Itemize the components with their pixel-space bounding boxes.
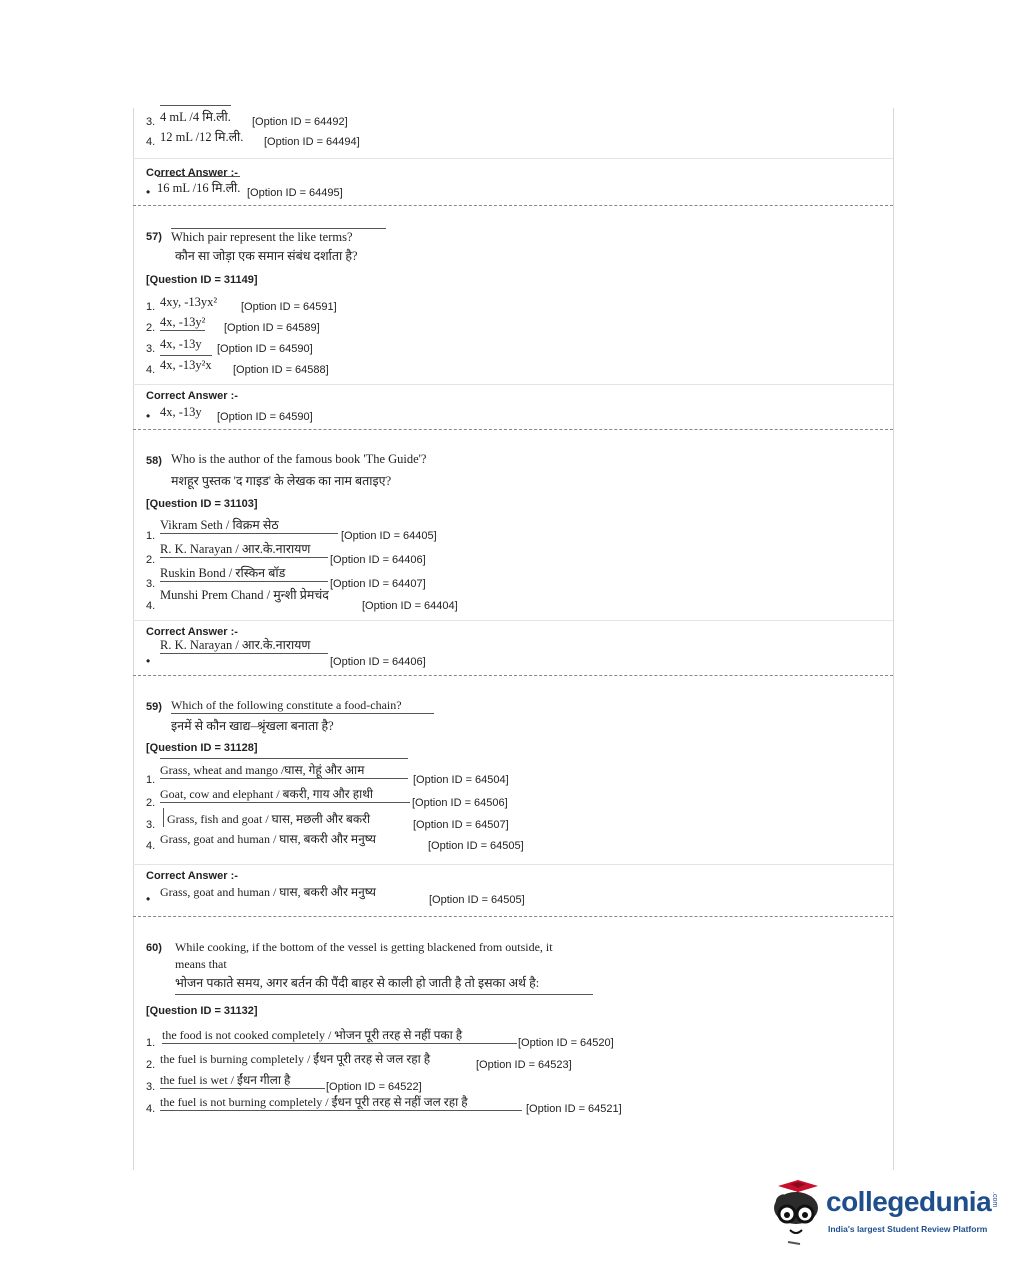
option-text: Vikram Seth / विक्रम सेठ <box>160 514 338 534</box>
option-number: 4. <box>146 600 156 612</box>
question-id: [Question ID = 31128] <box>146 742 258 754</box>
question-text-hi: भोजन पकाते समय, अगर बर्तन की पैंदी बाहर से काली हो जाती है तो इसका अर्थ है: <box>175 974 593 995</box>
question-text-hi: इनमें से कौन खाद्य–श्रृंखला बनाता है? <box>171 719 334 733</box>
correct-answer-text: 16 mL /16 मि.ली. <box>157 176 240 196</box>
option-id: [Option ID = 64520] <box>518 1037 614 1049</box>
option-row <box>133 1049 893 1071</box>
option-number: 1. <box>146 301 156 313</box>
option-number: 2. <box>146 554 156 566</box>
correct-answer-label: Correct Answer :- <box>146 390 238 402</box>
question-text-en-continued: means that <box>175 957 227 971</box>
option-number: 4. <box>146 136 156 148</box>
option-text: the fuel is not burning completely / ईंधन पूरी तरह से नहीं जल रहा है <box>160 1091 522 1111</box>
options-list <box>133 518 893 612</box>
option-number: 1. <box>146 530 156 542</box>
options-list <box>133 764 893 852</box>
option-id: [Option ID = 64504] <box>413 774 509 786</box>
option-id: [Option ID = 64590] <box>217 411 313 423</box>
option-row <box>133 128 893 148</box>
question-text-en: Which of the following constitute a food-chain? <box>171 698 434 714</box>
option-row <box>133 1071 893 1093</box>
question-id: [Question ID = 31103] <box>146 498 258 510</box>
option-row <box>133 1093 893 1115</box>
option-text: Ruskin Bond / रस्किन बॉड <box>160 562 328 582</box>
option-number: 2. <box>146 1059 156 1071</box>
option-text: R. K. Narayan / आर.के.नारायण <box>160 538 328 558</box>
option-id: [Option ID = 64590] <box>217 343 313 355</box>
bullet: • <box>146 185 151 199</box>
option-number: 1. <box>146 1037 156 1049</box>
correct-answer-row <box>133 402 893 423</box>
question-id: [Question ID = 31149] <box>146 274 258 286</box>
option-row <box>133 108 893 128</box>
correct-answer-row <box>133 179 893 199</box>
bullet: • <box>146 654 151 668</box>
option-text: 4x, -13y²x <box>160 355 212 373</box>
correct-answer-label: Correct Answer :- <box>146 167 238 179</box>
option-id: [Option ID = 64495] <box>247 187 343 199</box>
option-id: [Option ID = 64404] <box>362 600 458 612</box>
option-number: 4. <box>146 364 156 376</box>
option-text: Grass, goat and human / घास, बकरी और मनुष्य <box>160 832 376 846</box>
options-list <box>133 292 893 376</box>
option-id: [Option ID = 64522] <box>326 1081 422 1093</box>
correct-answer-text: 4x, -13y <box>160 405 202 419</box>
option-number: 3. <box>146 819 156 831</box>
option-text: Goat, cow and elephant / बकरी, गाय और हाथी <box>160 783 410 803</box>
option-number: 1. <box>146 774 156 786</box>
question-paper-page <box>133 108 893 1115</box>
option-row <box>133 292 893 313</box>
option-text: 4 mL /4 मि.ली. <box>160 105 231 125</box>
option-text: Munshi Prem Chand / मुन्शी प्रेमचंद <box>160 588 329 602</box>
option-id: [Option ID = 64523] <box>476 1059 572 1071</box>
question-text-hi: कौन सा जोड़ा एक समान संबंध दर्शाता है? <box>175 249 358 263</box>
option-text: the fuel is burning completely / ईंधन पूरी तरह से जल रहा है <box>160 1052 431 1066</box>
option-text: the food is not cooked completely / भोजन पूरी तरह से नहीं पका है <box>162 1024 517 1044</box>
option-text: the fuel is wet / ईंधन गीला है <box>160 1069 325 1089</box>
bullet: • <box>146 892 151 906</box>
option-number: 4. <box>146 840 156 852</box>
logo-tagline: India's largest Student Review Platform <box>828 1224 988 1234</box>
question-text-en: Which pair represent the like terms? <box>171 228 386 245</box>
options-list <box>133 1027 893 1115</box>
prev-question-options <box>133 108 893 148</box>
option-number: 3. <box>146 343 156 355</box>
question-text-hi: मशहूर पुस्तक 'द गाइड' के लेखक का नाम बताइए? <box>171 474 392 488</box>
option-row <box>133 786 893 809</box>
option-row <box>133 1027 893 1049</box>
bullet: • <box>146 409 151 423</box>
option-id: [Option ID = 64406] <box>330 554 426 566</box>
question-number: 60) <box>146 942 162 954</box>
option-row <box>133 590 893 612</box>
question-58 <box>133 452 893 492</box>
option-row <box>133 334 893 355</box>
collegedunia-logo <box>768 1178 999 1248</box>
mascot-icon <box>768 1178 824 1248</box>
option-row <box>133 313 893 334</box>
option-text: 4x, -13y <box>160 337 202 351</box>
question-number: 59) <box>146 701 162 713</box>
option-id: [Option ID = 64494] <box>264 136 360 148</box>
option-number: 2. <box>146 797 156 809</box>
option-number: 3. <box>146 1081 156 1093</box>
option-id: [Option ID = 64506] <box>412 797 508 809</box>
option-text: 4x, -13y² <box>160 315 206 329</box>
correct-answer-label: Correct Answer :- <box>146 626 238 638</box>
option-text: 4xy, -13yx² <box>160 295 218 309</box>
option-number: 2. <box>146 322 156 334</box>
option-row <box>133 831 893 852</box>
correct-answer-row <box>133 882 893 906</box>
correct-answer-label: Correct Answer :- <box>146 870 238 882</box>
page-border-right <box>893 108 894 1170</box>
question-60 <box>133 939 893 995</box>
option-id: [Option ID = 64521] <box>526 1103 622 1115</box>
option-text: Grass, wheat and mango /घास, गेहूं और आम <box>160 758 408 779</box>
option-id: [Option ID = 64588] <box>233 364 329 376</box>
question-text-en: Who is the author of the famous book 'The Guide'? <box>171 452 427 466</box>
correct-answer-row <box>133 638 893 668</box>
option-number: 4. <box>146 1103 156 1115</box>
option-id: [Option ID = 64406] <box>330 656 426 668</box>
correct-answer-text: Grass, goat and human / घास, बकरी और मनुष्य <box>160 885 376 899</box>
question-57 <box>133 228 893 268</box>
option-id: [Option ID = 64405] <box>341 530 437 542</box>
option-row <box>133 355 893 376</box>
option-number: 3. <box>146 578 156 590</box>
option-id: [Option ID = 64591] <box>241 301 337 313</box>
option-id: [Option ID = 64507] <box>413 819 509 831</box>
option-id: [Option ID = 64589] <box>224 322 320 334</box>
option-id: [Option ID = 64492] <box>252 116 348 128</box>
logo-wordmark: collegedunia <box>826 1186 992 1217</box>
correct-answer-text: R. K. Narayan / आर.के.नारायण <box>160 634 328 654</box>
option-number: 3. <box>146 116 156 128</box>
option-id: [Option ID = 64407] <box>330 578 426 590</box>
logo-suffix: .com <box>991 1192 999 1208</box>
question-59 <box>133 698 893 736</box>
option-text: Grass, fish and goat / घास, मछली और बकरी <box>163 808 370 827</box>
question-id: [Question ID = 31132] <box>146 1005 258 1017</box>
question-text-en: While cooking, if the bottom of the vessel is getting blackened from outside, it <box>175 940 553 954</box>
option-id: [Option ID = 64505] <box>428 840 524 852</box>
option-id: [Option ID = 64505] <box>429 894 525 906</box>
question-number: 58) <box>146 455 162 467</box>
question-number: 57) <box>146 231 162 243</box>
option-text: 12 mL /12 मि.ली. <box>160 130 244 144</box>
